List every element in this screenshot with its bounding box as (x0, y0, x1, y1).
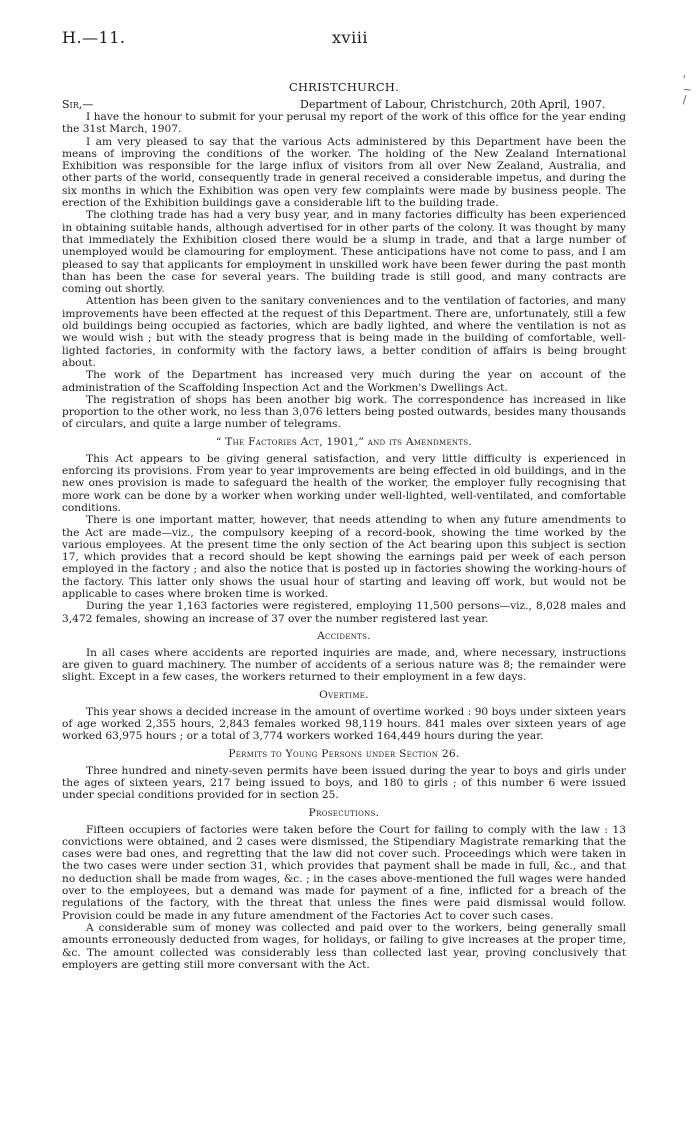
report-title: CHRISTCHURCH. (288, 80, 400, 94)
report-body (62, 80, 626, 971)
paragraph: There is one important matter, however, that needs attending to when any future amendments to the Act are made—viz., the compulsory keeping of a record-book, showing the time worked by the various employees. At the present time the only section of the Act bearing upon this subject is section 17, which provides that a record should be kept showing the earnings paid per week of each person employed in the factory ; and also the notice that is posted up in factories showing the working-hours of the factory. This latter only shows the usual hour of starting and leaving off work, but would not be applicable to cases where broken time is worked. (62, 514, 626, 600)
section-heading-factories-act: “ The Factories Act, 1901,” and its Amendments. (215, 435, 473, 448)
margin-mark: ~ (682, 83, 692, 96)
paragraph: Attention has been given to the sanitary conveniences and to the ventilation of factories, and many improvements have been effected at the request of this Department. There are, unfortunately, still a few old buildings being occupied as factories, which are badly lighted, and where the ventilation is not as we would wish ; but with the steady progress that is being made in the building of comfortable, well-lighted factories, in conformity with the factory laws, a better condition of affairs is being brought about. (62, 295, 626, 369)
dateline: Department of Labour, Christchurch, 20th April, 1907. (300, 98, 606, 111)
margin-mark: / (682, 93, 687, 106)
paragraph: In all cases where accidents are reported inquiries are made, and, where necessary, instructions are given to guard machinery. The number of accidents of a serious nature was 8; the remainder were slight. Except in a few cases, the workers returned to their employment in a few days. (62, 646, 626, 684)
salutation: Sir,— (62, 98, 94, 111)
section-heading-accidents: Accidents. (317, 629, 371, 642)
paragraph: This year shows a decided increase in the amount of overtime worked : 90 boys under sixteen years of age worked 2,355 hours, 2,843 females worked 98,119 hours. 841 males over sixteen years of age worked 63,975 hours ; or a total of 3,774 workers worked 164,449 hours during the year. (62, 705, 626, 743)
margin-marks (683, 75, 692, 105)
section-heading-prosecutions: Prosecutions. (308, 806, 380, 819)
page-number: xviii (332, 28, 368, 47)
paragraph: I have the honour to submit for your perusal my report of the work of this office for the year ending the 31st March, 1907. (62, 111, 626, 136)
page-reference: H.—11. (62, 28, 126, 47)
dateline-row (62, 98, 626, 111)
paragraph: Fifteen occupiers of factories were taken before the Court for failing to comply with the law : 13 convictions were obtained, and 2 cases were dismissed, the Stipendiary Magistrate remarking that the cases were bad ones, and regretting that the law did not cover such. Proceedings which were taken in the two cases were under section 31, which provides that payment shall be made in full, &c., and that no deduction shall be made from wages, &c. ; in the cases above-mentioned the full wages were handed over to the employees, but a demand was made for payment of a fine, inflicted for a breach of the regulations of the factory, with the threat that unless the fines were paid dismissal would follow. Provision could be made in any future amendment of the Factories Act to cover such cases. (62, 823, 626, 922)
section-heading-permits: Permits to Young Persons under Section 26. (228, 747, 460, 760)
margin-mark: ' (682, 73, 686, 86)
paragraph: Three hundred and ninety-seven permits have been issued during the year to boys and girls under the ages of sixteen years, 217 being issued to boys, and 180 to girls ; of this number 6 were issued under special conditions provided for in section 25. (62, 764, 626, 802)
section-heading-overtime: Overtime. (319, 688, 369, 701)
paragraph: This Act appears to be giving general satisfaction, and very little difficulty is experienced in enforcing its provisions. From year to year improvements are being effected in old buildings, and in the new ones provision is made to safeguard the health of the worker, the employer fully recognising that more work can be done by a worker when working under well-lighted, well-ventilated, and comfortable conditions. (62, 452, 626, 514)
paragraph: The registration of shops has been another big work. The correspondence has increased in like proportion to the other work, no less than 3,076 letters being posted outwards, besides many thousands of circulars, and quite a large number of telegrams. (62, 393, 626, 431)
page-header (62, 28, 638, 52)
paragraph: The clothing trade has had a very busy year, and in many factories difficulty has been experienced in obtaining suitable hands, although advertised for in other parts of the colony. It was thought by many that immediately the Exhibition closed there would be a slump in trade, and that a large number of unemployed would be clamouring for employment. These anticipations have not come to pass, and I am pleased to say that applicants for employment in unskilled work have been fewer during the past month than has been the case for several years. The building trade is still good, and many contracts are coming out shortly. (62, 209, 626, 296)
paragraph: I am very pleased to say that the various Acts administered by this Department have been the means of improving the conditions of the worker. The holding of the New Zealand International Exhibition was responsible for the large influx of visitors from all over New Zealand, Australia, and other parts of the world, consequently trade in general received a considerable impetus, and during the six months in which the Exhibition was open very few complaints were made by business people. The erection of the Exhibition buildings gave a considerable lift to the building trade. (62, 135, 626, 210)
paragraph: The work of the Department has increased very much during the year on account of the administration of the Scaffolding Inspection Act and the Workmen's Dwellings Act. (62, 369, 626, 394)
paragraph: During the year 1,163 factories were registered, employing 11,500 persons—viz., 8,028 males and 3,472 females, showing an increase of 37 over the number registered last year. (62, 600, 626, 625)
paragraph: A considerable sum of money was collected and paid over to the workers, being generally small amounts erroneously deducted from wages, for holidays, or failing to give increases at the proper time, &c. The amount collected was considerably less than collected last year, proving conclusively that employers are getting still more conversant with the Act. (62, 921, 626, 971)
